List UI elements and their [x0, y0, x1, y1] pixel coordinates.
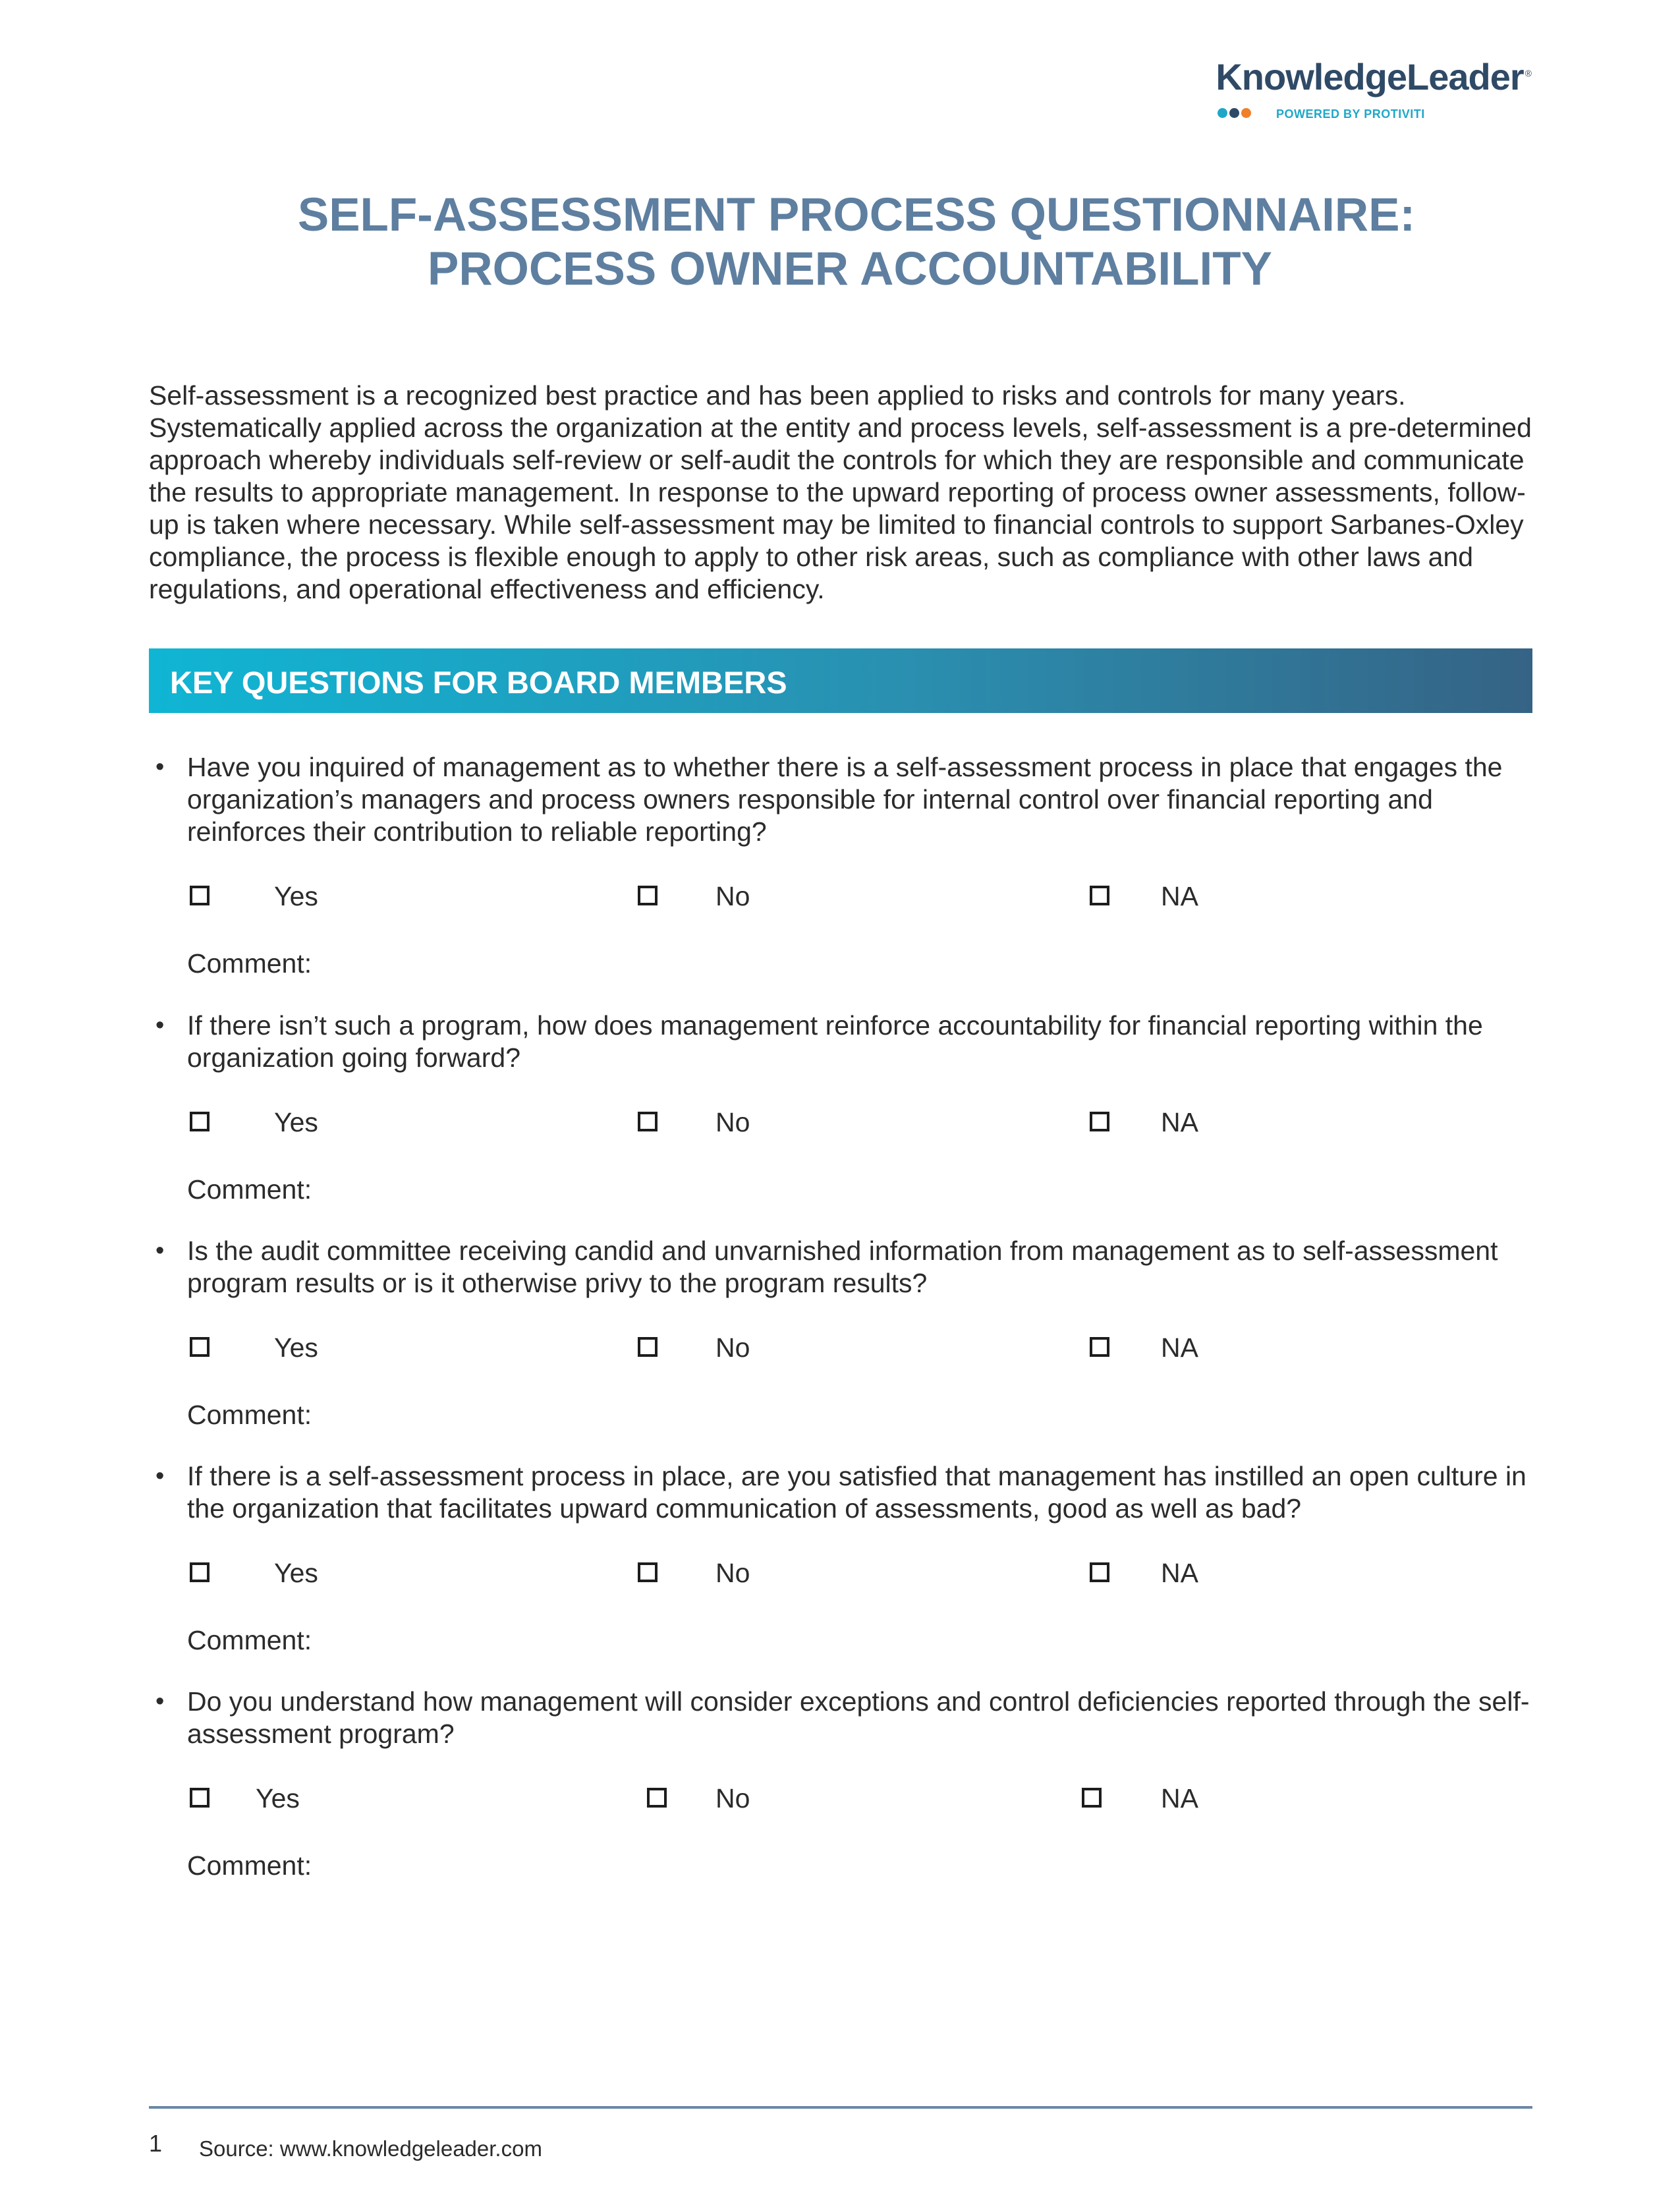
bullet-icon: • [155, 1012, 165, 1039]
checkbox-icon[interactable] [638, 886, 658, 905]
bullet-icon: • [155, 1688, 165, 1715]
option-na[interactable]: NA [1090, 880, 1198, 913]
checkbox-icon[interactable] [647, 1788, 667, 1808]
comment-label: Comment: [187, 1850, 312, 1881]
checkbox-icon[interactable] [1082, 1788, 1102, 1808]
brand-logo [1218, 55, 1534, 128]
option-no[interactable]: No [638, 880, 750, 913]
bullet-icon: • [155, 753, 165, 781]
answer-options [149, 1331, 1539, 1371]
option-yes[interactable]: Yes [190, 1556, 318, 1589]
option-no[interactable]: No [638, 1331, 750, 1364]
checkbox-icon[interactable] [190, 886, 210, 905]
registered-mark: ® [1525, 68, 1531, 79]
option-yes[interactable]: Yes [190, 1106, 318, 1139]
question-text: Do you understand how management will consider exceptions and control deficiencies reported through the self-assessment program? [187, 1686, 1530, 1749]
option-yes[interactable]: Yes [190, 1331, 318, 1364]
option-na[interactable]: NA [1082, 1782, 1198, 1815]
option-no[interactable]: No [638, 1106, 750, 1139]
comment-label: Comment: [187, 1625, 312, 1655]
document-title [0, 188, 1680, 297]
bullet-icon: • [155, 1237, 165, 1265]
brand-wordmark: KnowledgeLeader ® [1216, 56, 1531, 98]
comment-label: Comment: [187, 948, 312, 979]
page-number: 1 [149, 2130, 163, 2157]
comment-label: Comment: [187, 1174, 312, 1205]
checkbox-icon[interactable] [190, 1562, 210, 1582]
checkbox-icon[interactable] [1090, 1337, 1109, 1357]
question-4 [149, 1460, 1539, 1657]
question-5 [149, 1686, 1539, 1882]
section-heading: KEY QUESTIONS FOR BOARD MEMBERS [170, 665, 787, 700]
checkbox-icon[interactable] [190, 1112, 210, 1131]
brand-dot-1 [1218, 108, 1227, 118]
option-no[interactable]: No [638, 1556, 750, 1589]
answer-options [149, 1782, 1539, 1821]
bullet-icon: • [155, 1462, 165, 1490]
option-na[interactable]: NA [1090, 1556, 1198, 1589]
question-text: Is the audit committee receiving candid and unvarnished information from management as to self-assessment program results or is it otherwise privy to the program results? [187, 1236, 1498, 1298]
option-no[interactable]: No [647, 1782, 750, 1815]
answer-options [149, 1106, 1539, 1145]
answer-options [149, 1556, 1539, 1596]
checkbox-icon[interactable] [190, 1337, 210, 1357]
option-na[interactable]: NA [1090, 1106, 1198, 1139]
question-3 [149, 1235, 1539, 1431]
option-na[interactable]: NA [1090, 1331, 1198, 1364]
brand-dot-2 [1229, 108, 1239, 118]
checkbox-icon[interactable] [638, 1562, 658, 1582]
title-line-1: SELF-ASSESSMENT PROCESS QUESTIONNAIRE: [297, 189, 1416, 241]
brand-tagline: POWERED BY PROTIVITI [1276, 107, 1425, 121]
question-text: Have you inquired of management as to whether there is a self-assessment process in place that engages the organization’s managers and process owners responsible for internal control over financial reporting and reinforces their contribution to reliable reporting? [187, 752, 1503, 847]
question-2 [149, 1010, 1539, 1206]
question-text: If there is a self-assessment process in place, are you satisfied that management has instilled an open culture in the organization that facilitates upward communication of assessments, good as well as bad? [187, 1461, 1526, 1524]
checkbox-icon[interactable] [638, 1337, 658, 1357]
brand-dot-3 [1241, 108, 1251, 118]
footer-divider [149, 2106, 1532, 2109]
intro-paragraph: Self-assessment is a recognized best practice and has been applied to risks and controls for many years. Systematically applied across the organization at the entity and process levels, self-assessment is a pre-determined approach whereby individuals self-review or self-audit the controls for which they are responsible and communicate the results to appropriate management. In response to the upward reporting of process owner assessments, follow-up is taken where necessary. While self-assessment may be limited to financial controls to support Sarbanes-Oxley compliance, the process is flexible enough to apply to other risk areas, such as compliance with other laws and regulations, and operational effectiveness and efficiency. [149, 380, 1532, 604]
checkbox-icon[interactable] [1090, 1112, 1109, 1131]
checkbox-icon[interactable] [1090, 1562, 1109, 1582]
question-text: If there isn’t such a program, how does management reinforce accountability for financial reporting within the organization going forward? [187, 1010, 1483, 1073]
checkbox-icon[interactable] [1090, 886, 1109, 905]
brand-dots-icon [1218, 107, 1253, 119]
option-yes[interactable]: Yes [190, 1782, 300, 1815]
answer-options [149, 880, 1539, 919]
option-yes[interactable]: Yes [190, 880, 318, 913]
question-1 [149, 751, 1539, 980]
source-line: Source: www.knowledgeleader.com [199, 2136, 542, 2161]
checkbox-icon[interactable] [638, 1112, 658, 1131]
section-banner [149, 648, 1532, 713]
title-line-2: PROCESS OWNER ACCOUNTABILITY [428, 243, 1272, 295]
comment-label: Comment: [187, 1400, 312, 1430]
checkbox-icon[interactable] [190, 1788, 210, 1808]
